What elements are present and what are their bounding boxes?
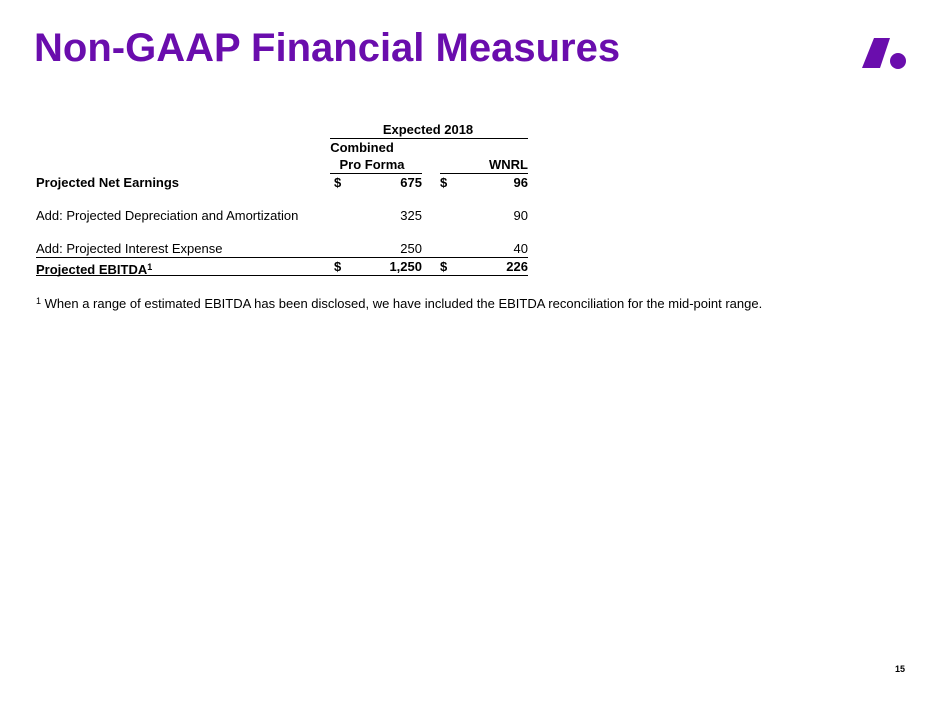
value-wnrl: 96 — [513, 175, 528, 190]
value-wnrl: 226 — [506, 259, 528, 274]
table-row — [36, 240, 530, 258]
footnote-text: When a range of estimated EBITDA has been disclosed, we have included the EBITDA reconciliation for the mid-point range. — [41, 296, 763, 311]
page-number: 15 — [895, 664, 906, 674]
column-header-pro-forma: Pro Forma — [339, 157, 405, 172]
row-label: Projected Net Earnings — [36, 175, 180, 190]
footnote-marker: 1 — [147, 262, 153, 272]
column-header-combined: Combined — [330, 140, 394, 155]
currency-symbol: $ — [440, 175, 448, 190]
value-combined: 675 — [400, 175, 422, 190]
column-header-wnrl: WNRL — [489, 157, 528, 172]
page-title: Non-GAAP Financial Measures — [34, 26, 621, 70]
value-wnrl: 40 — [513, 241, 528, 256]
table-row — [36, 207, 530, 225]
footnote — [36, 296, 762, 311]
brand-logo-icon — [860, 36, 908, 72]
footnote-marker: 1 — [36, 296, 42, 306]
currency-symbol: $ — [334, 175, 342, 190]
table-row — [36, 174, 530, 192]
value-combined: 325 — [400, 208, 422, 223]
row-label: Add: Projected Depreciation and Amortization — [36, 208, 299, 223]
total-rule — [36, 275, 528, 276]
value-wnrl: 90 — [513, 208, 528, 223]
group-header-rule — [330, 138, 528, 139]
row-label: Add: Projected Interest Expense — [36, 241, 223, 256]
currency-symbol: $ — [440, 259, 448, 274]
table-row — [36, 258, 530, 276]
currency-symbol: $ — [334, 259, 342, 274]
row-label: Projected EBITDA$^1$ — [36, 262, 153, 277]
value-combined: 250 — [400, 241, 422, 256]
value-combined: 1,250 — [389, 259, 422, 274]
group-header: Expected 2018 — [382, 122, 474, 137]
